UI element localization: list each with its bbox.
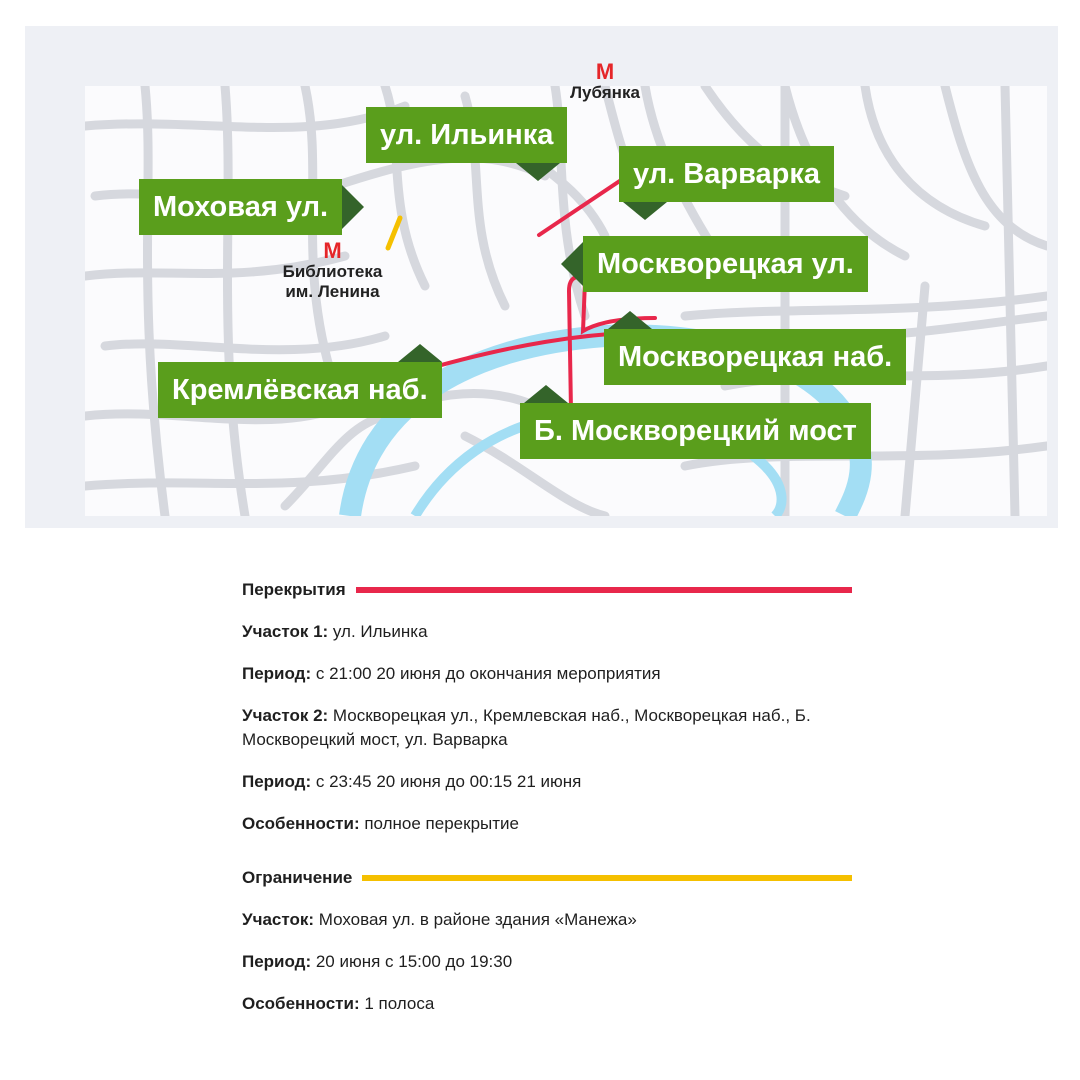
closure-period-1: Период: с 21:00 20 июня до окончания мероприятия [242,664,661,683]
label-text: ул. Варварка [633,158,820,190]
closures-title: Перекрытия [242,580,346,599]
metro-station-name: им. Ленина [285,282,380,301]
label-kremlevskaya [158,362,442,418]
restriction-heading [242,868,852,888]
label-moskvoretskaya-emb [604,329,906,385]
legend [242,580,852,1034]
label-pointer [342,185,364,229]
metro-station-name: Лубянка [570,83,640,102]
label-text: ул. Ильинка [380,119,554,151]
metro-lubyanka [560,61,650,103]
label-mokhovaya [139,179,342,235]
label-pointer [398,344,442,362]
closures-heading [242,580,852,600]
restriction-period: Период: 20 июня с 15:00 до 19:30 [242,952,513,971]
closure-section-1: Участок 1: ул. Ильинка [242,622,428,641]
label-bridge [520,403,871,459]
restriction-title: Ограничение [242,868,353,887]
spacer [242,854,852,868]
label-pointer [524,385,568,403]
restriction-features: Особенности: 1 полоса [242,994,435,1013]
restriction-legend-line [362,875,852,881]
label-text: Моховая ул. [153,191,329,223]
label-pointer [623,202,667,220]
label-text: Кремлёвская наб. [172,374,428,406]
label-text: Москворецкая ул. [597,248,854,280]
closure-section-2: Участок 2: Москворецкая ул., Кремлевская наб., Москворецкая наб., Б. Москворецкий мост, ул. Варварка [242,706,811,749]
label-pointer [561,242,583,286]
closure-period-2: Период: с 23:45 20 июня до 00:15 21 июня [242,772,582,791]
closure-features: Особенности: полное перекрытие [242,814,519,833]
metro-icon: М [595,59,615,84]
metro-icon: М [323,238,342,263]
label-varvarka [619,146,834,202]
closure-legend-line [356,587,852,593]
metro-library [270,240,395,302]
label-text: Москворецкая наб. [618,341,893,373]
label-ilyinka [366,107,567,163]
label-text: Б. Москворецкий мост [534,415,857,447]
label-pointer [516,163,560,181]
label-pointer [608,311,652,329]
restriction-section: Участок: Моховая ул. в районе здания «Манежа» [242,910,637,929]
metro-station-name: Библиотека [282,262,383,281]
label-moskvoretskaya-st [583,236,868,292]
map-panel [25,26,1058,528]
